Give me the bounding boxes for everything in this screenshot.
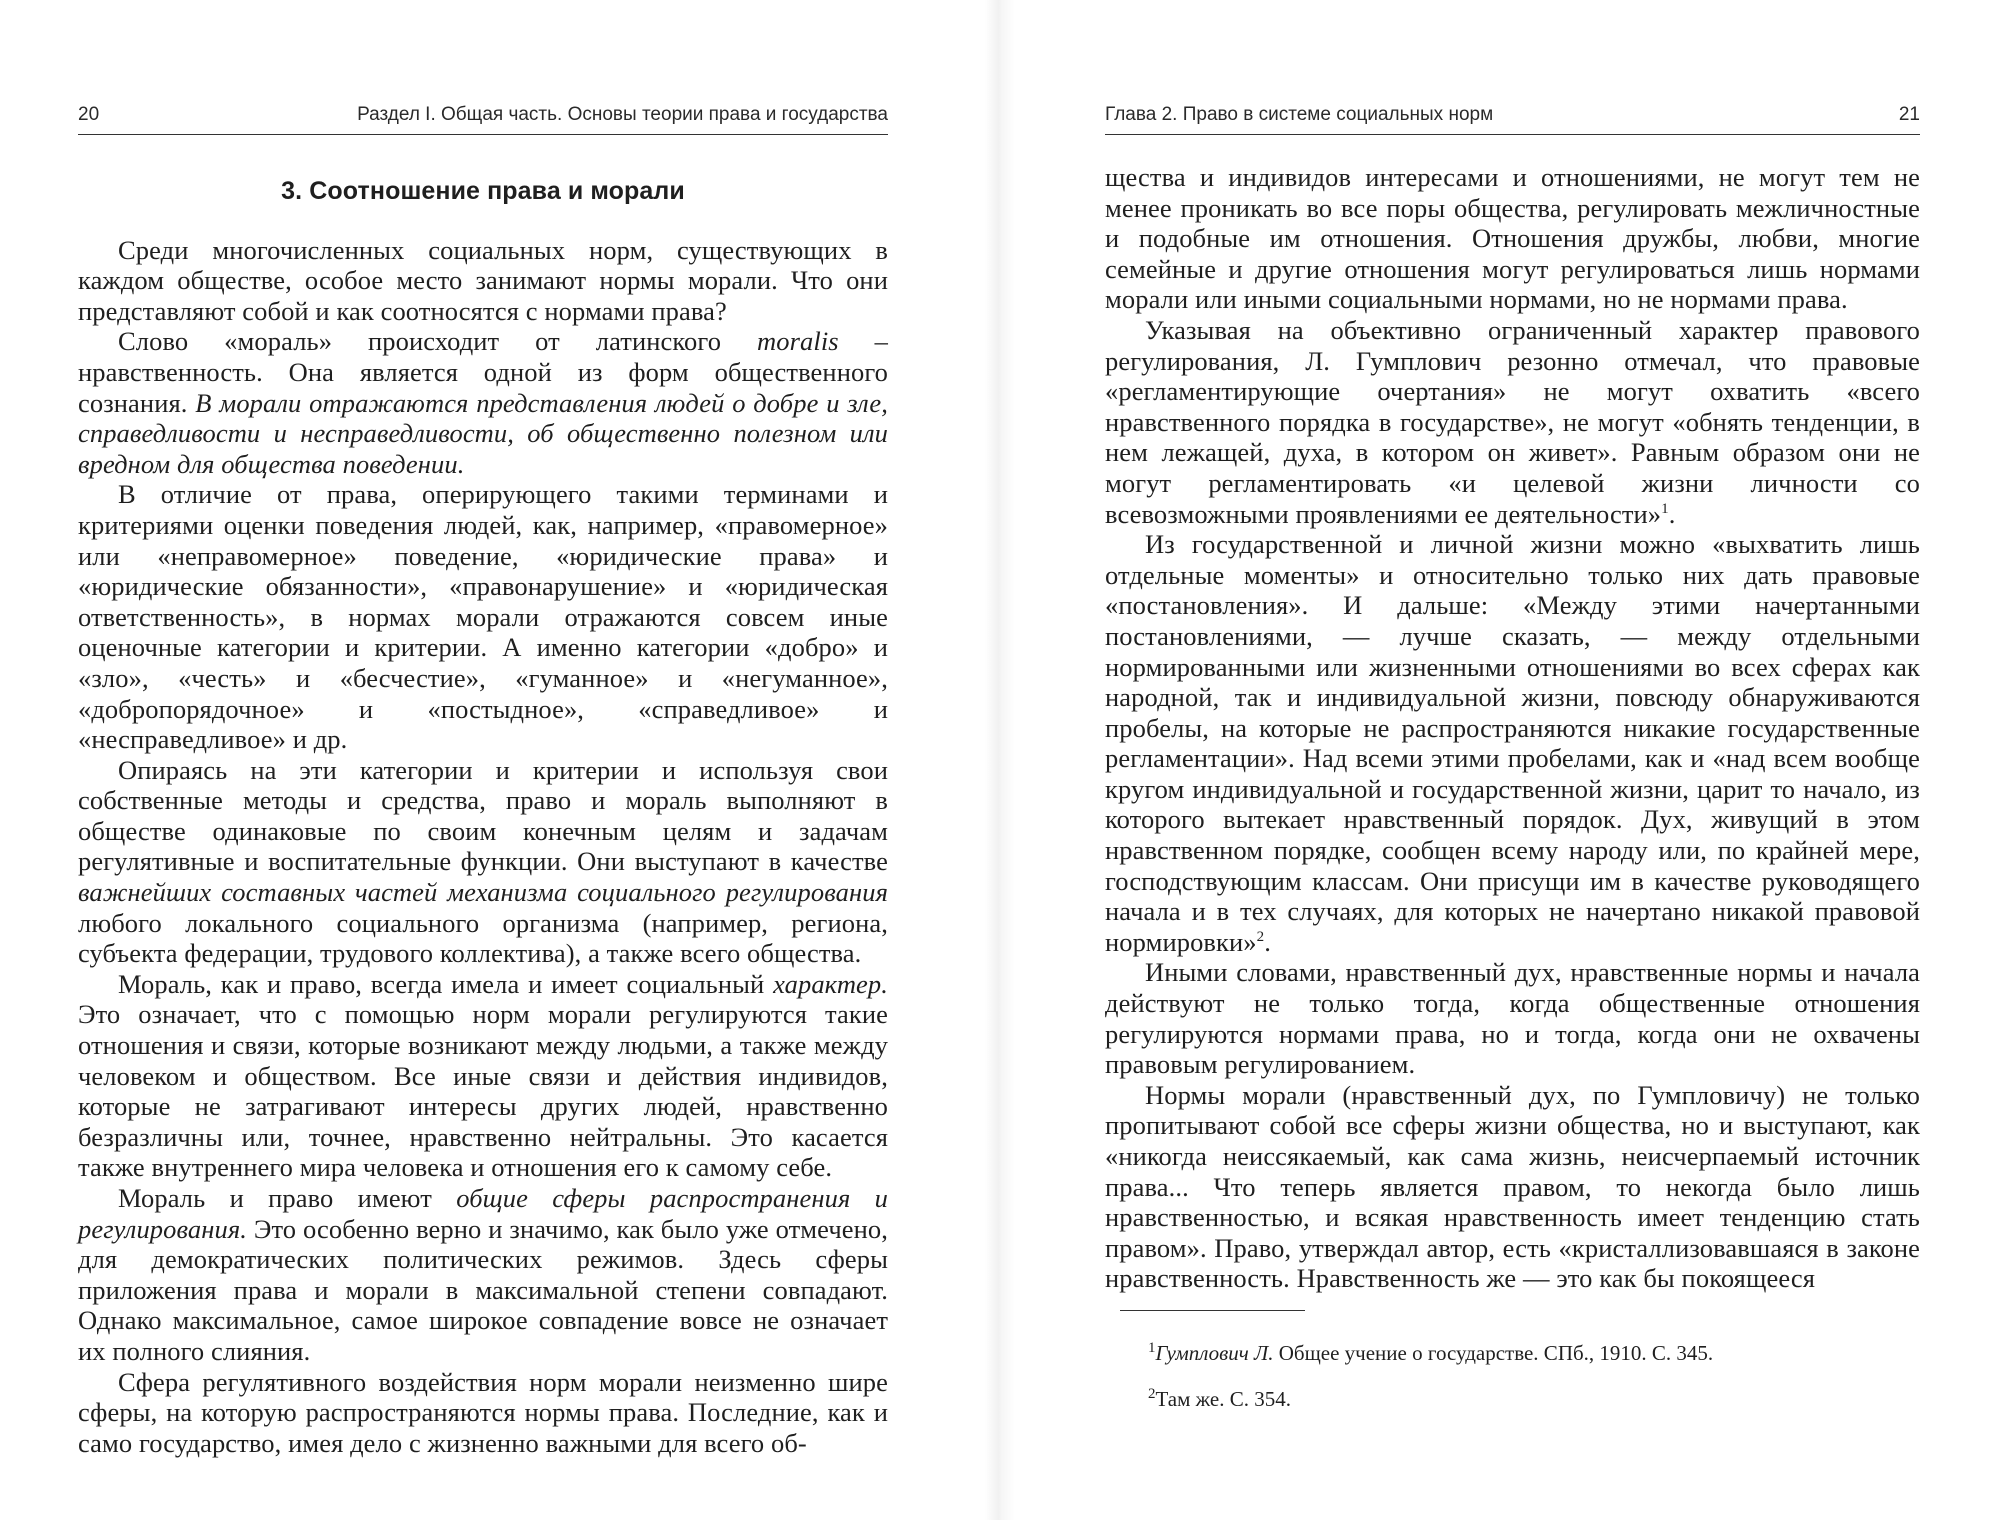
section-heading: 3. Соотношение права и морали — [281, 177, 685, 205]
paragraph — [1105, 529, 1920, 957]
page-number-right: 21 — [1898, 104, 1920, 125]
emphasis: В морали отражаются представления людей о добре и зле, справедливости и несправедливости, об общественно полезном или вредном для общества поведении. — [78, 387, 888, 479]
left-page-body — [78, 166, 888, 1458]
text-run: Это особенно верно и значимо, как было уже отмечено, для демократических политических режимов. Здесь сферы приложения права и морали в максимальной степени совпадают. Однако максимальное, самое широкое совпадение вовсе не означает их полного слияния. — [78, 1213, 888, 1366]
paragraph: Иными словами, нравственный дух, нравственные нормы и начала действуют не только тогда, когда общественные отношения регулируются нормами права, но и тогда, когда они не охвачены правовым регулированием. — [1105, 957, 1920, 1080]
page-number-left: 20 — [78, 104, 100, 125]
latin-term: moralis — [757, 326, 839, 357]
paragraph-continued: щества и индивидов интересами и отношениями, не могут тем не менее проникать во все поры общества, регулировать межличностные и подобные им отношения. Отношения дружбы, любви, многие семейные и другие отношения могут регулироваться лишь нормами морали или иными социальными нормами, но не нормами права. — [1105, 162, 1920, 315]
footnote-text: Общее учение о государстве. СПб., 1910. С. 345. — [1273, 1341, 1714, 1365]
paragraph — [78, 969, 888, 1183]
emphasis: общие сферы распространения и регулирования. — [78, 1183, 888, 1244]
footnote-2 — [1148, 1386, 1908, 1412]
text-run: Из государственной и личной жизни можно «выхватить лишь отдельные моменты» и относительно только них дать правовые «постановления». И дальше: «Между этими начертанными постановлениями, — лучше сказать, — между отдельными нормированными или жизненными отношениями во всех сферах как народной, так и индивидуальной жизни, повсюду обнаруживаются пробелы, на которые не распространяются никакие государственные регламентации». Над всеми этими пробелами, как и «над всем вообще кругом индивидуальной и государственной жизни, царит то начало, из которого вытекает нравственный порядок. Дух, живущий в этом нравственном порядке, сообщен всему народу или, по крайней мере, господствующим классам. Они присущи им в качестве руководящего начала и в тех случаях, для которых не начертано никакой правовой нормировки» — [1105, 529, 1920, 957]
footnote-text: Там же. С. 354. — [1155, 1387, 1291, 1411]
left-page-header — [78, 100, 888, 135]
paragraph — [78, 755, 888, 969]
text-run: Мораль и право имеют — [118, 1183, 457, 1213]
left-page — [0, 0, 990, 1520]
running-header-right: Глава 2. Право в системе социальных норм — [1105, 104, 1494, 125]
footnote-number: 1 — [1148, 1340, 1156, 1356]
text-run: . — [1264, 926, 1271, 957]
footnote-1 — [1148, 1340, 1908, 1366]
text-run: Мораль, как и право, всегда имела и имеет социальный — [118, 968, 774, 999]
paragraph — [78, 1183, 888, 1367]
paragraph: В отличие от права, оперирующего такими терминами и критериями оценки поведения людей, как, например, «правомерное» или «неправомерное» поведение, «юридические права» и «юридические обязанности», «правонарушение» и «юридическая ответственность», в нормах морали отражаются совсем иные оценочные категории и критерии. А именно категории «добро» и «зло», «честь» и «бесчестие», «гуманное» и «негуманное», «добропорядочное» и «постыдное», «справедливое» и «несправедливое» и др. — [78, 479, 888, 755]
text-run: Опираясь на эти категории и критерии и используя свои собственные методы и средства, право и мораль выполняют в обществе одинаковые по своим конечным целям и задачам регулятивные и воспитательные функции. Они выступают в качестве — [78, 754, 888, 877]
footnotes — [1148, 1340, 1908, 1432]
footnote-author: Гумплович Л. — [1155, 1341, 1274, 1365]
emphasis: характер. — [773, 968, 888, 999]
footnote-divider — [1120, 1310, 1305, 1311]
paragraph: Среди многочисленных социальных норм, существующих в каждом обществе, особое место занимают нормы морали. Что они представляют собой и как соотносятся с нормами права? — [78, 234, 888, 326]
text-run: Слово «мораль» происходит от латинского — [118, 326, 757, 357]
paragraph: Нормы морали (нравственный дух, по Гумпловичу) не только пропитывают собой все сферы жизни общества, но и выступают, как «никогда неиссякаемый, как сама жизнь, неисчерпаемый источник права... Что теперь является правом, то некогда было лишь нравственностью, и всякая нравственность имеет тенденцию стать правом». Право, утверждал автор, есть «кристаллизовавшаяся в законе нравственность. Нравственность же — это как бы покоящееся — [1105, 1079, 1920, 1294]
text-run: Указывая на объективно ограниченный характер правового регулирования, Л. Гумплович резонно отмечал, что правовые «регламентирующие очертания» не могут охватить «всего нравственного порядка в государстве», не могут «обнять тенденции, в нем лежащей, духа, в котором он живет». Равным образом они не могут регламентировать «и целевой жизни личности со всевозможными проявлениями ее деятельности» — [1105, 314, 1920, 529]
right-page — [1000, 0, 2000, 1520]
right-page-header — [1105, 100, 1920, 135]
text-run: . — [1668, 498, 1676, 529]
text-run: любого локального социального организма (например, региона, субъекта федерации, трудового коллектива), а также всего общества. — [78, 907, 888, 969]
footnote-ref: 1 — [1661, 500, 1669, 517]
footnote-ref: 2 — [1256, 929, 1265, 946]
emphasis: важнейших составных частей механизма социального регулирования — [78, 877, 888, 908]
text-run: Это означает, что с помощью норм морали регулируются такие отношения и связи, которые возникают между людьми, а также между человеком и обществом. Все иные связи и действия индивидов, которые не затрагивают интересы других людей, нравственно безразличны или, точнее, нравственно нейтральны. Это касается также внутреннего мира человека и отношения его к самому себе. — [78, 999, 888, 1183]
paragraph: Сфера регулятивного воздействия норм морали неизменно шире сферы, на которую распространяются нормы права. Последние, как и само государство, имея дело с жизненно важными для всего об- — [78, 1366, 888, 1458]
running-header-left: Раздел I. Общая часть. Основы теории права и государства — [357, 104, 888, 125]
footnote-number: 2 — [1148, 1386, 1156, 1402]
right-page-body — [1105, 162, 1920, 1294]
paragraph — [78, 326, 888, 479]
paragraph — [1105, 315, 1920, 529]
text-run: – нравственность. Она является одной из форм общественного сознания. — [78, 326, 888, 418]
